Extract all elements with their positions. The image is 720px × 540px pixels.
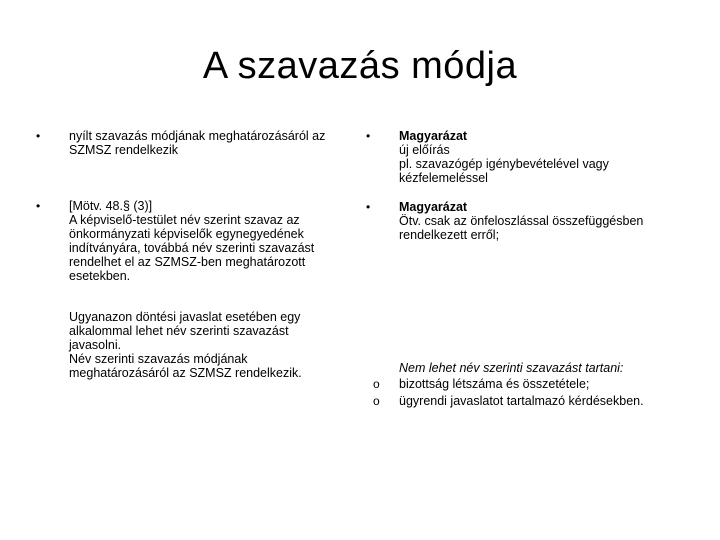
sub-bullet-marker: o: [373, 377, 380, 391]
bullet-marker: •: [36, 129, 41, 143]
text-line: rendelhet el az SZMSZ-ben meghatározott: [69, 255, 306, 269]
text-line: A képviselő-testület név szerint szavaz az: [69, 213, 300, 227]
text-line: kézfelemeléssel: [399, 171, 488, 185]
text-line: Ugyanazon döntési javaslat esetében egy: [69, 310, 301, 324]
text-line: indítványára, továbbá név szerinti szavazást: [69, 241, 315, 255]
sub-bullet-marker: o: [373, 394, 380, 408]
explanation-heading: Magyarázat: [399, 129, 468, 143]
text-line: rendelkezett erről;: [399, 228, 500, 242]
text-line: meghatározásáról az SZMSZ rendelkezik.: [69, 366, 302, 380]
right-item-explanation-otv: [399, 200, 643, 242]
slide-title: A szavazás módja: [202, 45, 518, 87]
right-note-heading: Nem lehet név szerinti szavazást tartani:: [399, 361, 624, 375]
text-line: új előírás: [399, 143, 450, 157]
explanation-heading: Magyarázat: [399, 200, 468, 214]
text-line: alkalommal lehet név szerinti szavazást: [69, 324, 289, 338]
left-item-motv-reference: [69, 199, 314, 283]
right-note-item-committee: bizottság létszáma és összetétele;: [399, 377, 590, 391]
bullet-marker: •: [366, 129, 371, 143]
text-line: Ötv. csak az önfeloszlással összefüggésben: [399, 214, 644, 228]
text-line: esetekben.: [69, 269, 131, 283]
text-line: önkormányzati képviselők egynegyedének: [69, 227, 304, 241]
text-line: [Mötv. 48.§ (3)]: [69, 199, 153, 213]
text-line: SZMSZ rendelkezik: [69, 143, 179, 157]
left-paragraph-roll-call: [69, 310, 302, 380]
text-line: javasolni.: [69, 338, 122, 352]
right-item-explanation-new: [399, 129, 609, 185]
left-item-voting-method: [69, 129, 325, 157]
bullet-marker: •: [36, 199, 41, 213]
text-line: Név szerinti szavazás módjának: [69, 352, 248, 366]
text-line: nyílt szavazás módjának meghatározásáról az: [69, 129, 326, 143]
bullet-marker: •: [366, 200, 371, 214]
text-line: pl. szavazógép igénybevételével vagy: [399, 157, 609, 171]
right-note-item-procedural: ügyrendi javaslatot tartalmazó kérdésekben.: [399, 394, 644, 408]
